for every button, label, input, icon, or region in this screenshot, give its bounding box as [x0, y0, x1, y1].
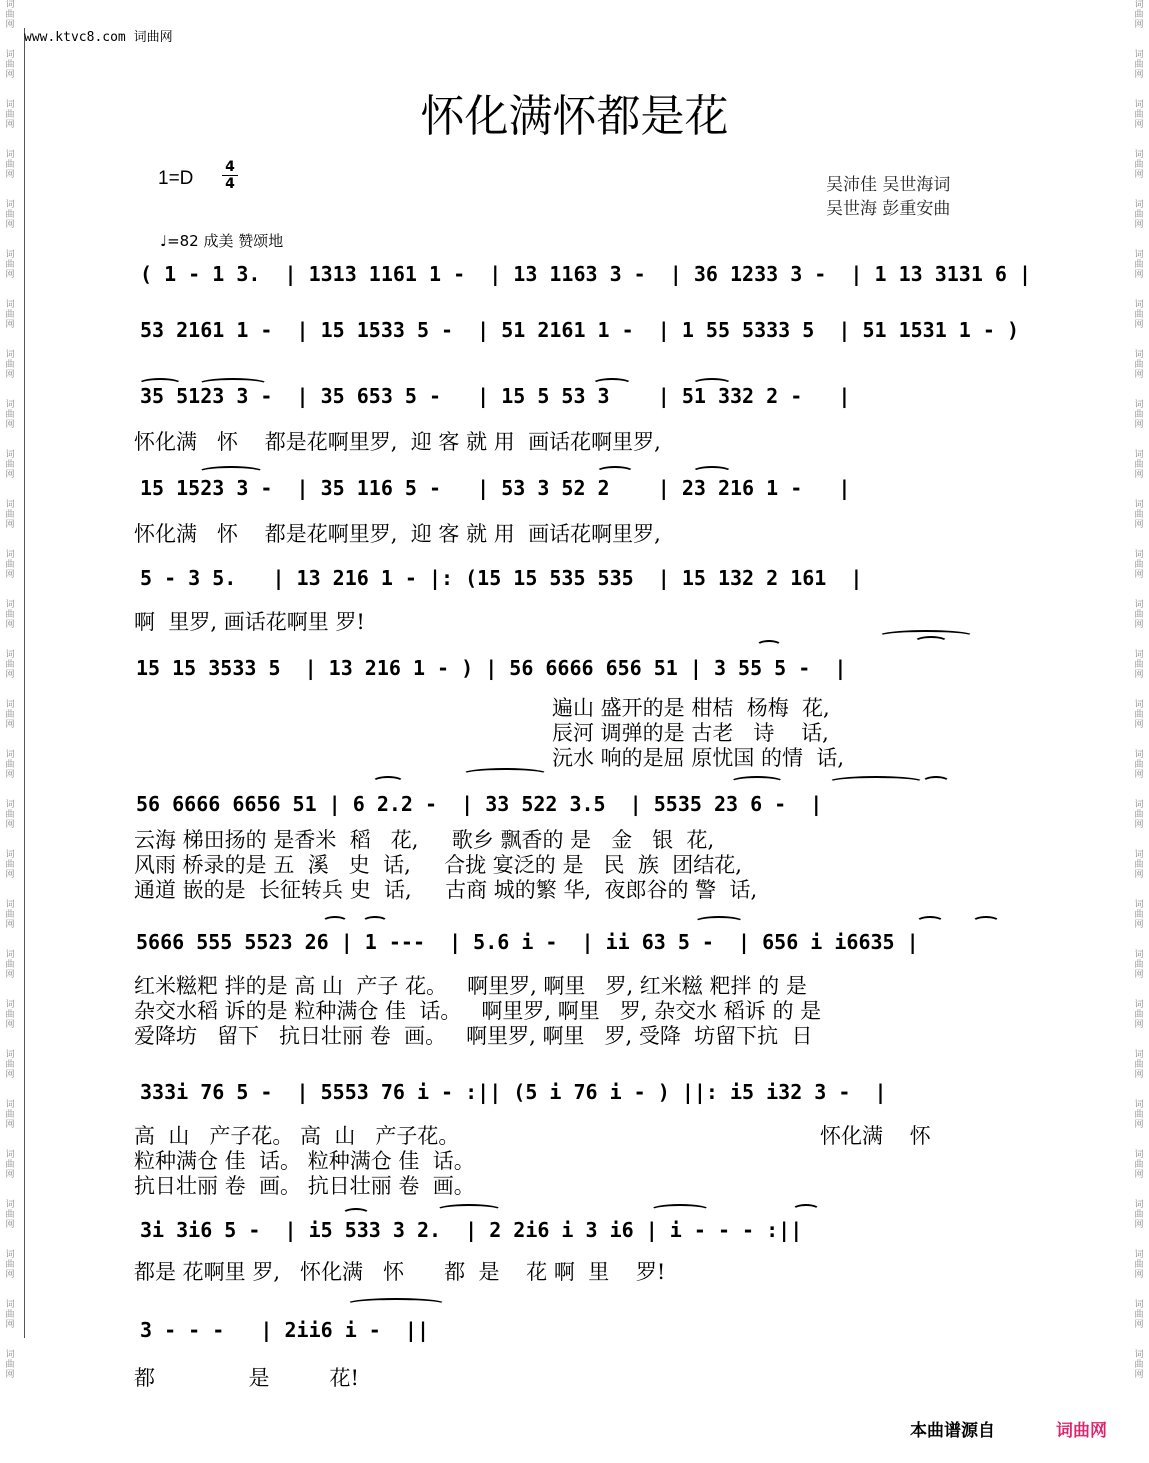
lyric-row-6-line-1: 遍山 盛开的是 柑桔 杨梅 花, — [552, 696, 830, 720]
notation-row-6: 15 15 3533 5 | 13 216 1 - ) | 56 6666 656 51 | 3 55 5 - | — [136, 656, 847, 680]
slur-mark — [730, 776, 784, 788]
slur-mark — [592, 378, 632, 390]
lyric-row-4-line-1: 怀化满 怀 都是花啊里罗, 迎 客 就 用 画话花啊里罗, — [134, 522, 661, 546]
slur-mark — [362, 916, 388, 928]
lyric-row-3-line-1: 怀化满 怀 都是花啊里罗, 迎 客 就 用 画话花啊里罗, — [134, 430, 661, 454]
song-title: 怀化满怀都是花 — [420, 91, 729, 142]
notation-row-11: 3 - - - | 2ii6 i - || — [140, 1318, 429, 1342]
watermark-right: 词 曲 网 词 曲 网 词 曲 网 词 曲 网 词 曲 网 词 曲 网 词 曲 网 词 曲 网 词 曲 网 词 曲 网 词 曲 网 词 曲 网 词 曲 网 词 曲 网 词 曲 网 词 曲 网 词 曲 网 词 曲 网 词 曲 网 词 曲 网 词 曲 网 词 曲 网 词 曲 网 词 曲 网 词 曲 网 词 曲 网 词 曲 网 词 曲 网 — [1134, 0, 1144, 1380]
slur-mark — [916, 916, 944, 928]
slur-mark — [138, 378, 182, 390]
slur-mark — [372, 776, 404, 788]
slur-mark — [694, 916, 744, 928]
site-url[interactable]: www.ktvc8.com 词曲网 — [24, 30, 173, 45]
slur-mark — [198, 466, 264, 478]
composer-credit: 吴世海 彭重安曲 — [826, 199, 951, 219]
notation-row-5: 5 - 3 5. | 13 216 1 - |: (15 15 535 535 | 15 132 2 161 | — [140, 566, 863, 590]
lyric-row-11-line-1: 都 是 花! — [134, 1366, 359, 1390]
slur-mark — [972, 916, 1000, 928]
slur-mark — [756, 640, 782, 652]
notation-row-9: 333i 76 5 - | 5553 76 i - :|| (5 i 76 i - ) ||: i5 i32 3 - | — [140, 1080, 887, 1104]
slur-mark — [462, 768, 548, 780]
source-label: 本曲谱源自 — [910, 1421, 995, 1441]
lyric-row-7-line-3: 通道 嵌的是 长征转兵 史 话, 古商 城的繁 华, 夜郎谷的 警 话, — [134, 878, 758, 902]
lyricist-credit: 吴沛佳 吴世海词 — [826, 175, 951, 195]
key-signature: 1=D — [158, 168, 194, 189]
notation-row-1: ( 1 - 1 3. | 1313 1161 1 - | 13 1163 3 - | 36 1233 3 - | 1 13 3131 6 | — [140, 262, 1032, 286]
notation-row-2: 53 2161 1 - | 15 1533 5 - | 51 2161 1 - | 1 55 5333 5 | 51 1531 1 - ) — [140, 318, 1019, 342]
slur-mark — [198, 378, 268, 390]
slur-mark — [322, 916, 348, 928]
lyric-row-6-line-3: 沅水 响的是屈 原忧国 的情 话, — [552, 746, 845, 770]
slur-mark — [342, 1208, 370, 1220]
slur-mark — [792, 1204, 820, 1216]
lyric-row-5-line-1: 啊 里罗, 画话花啊里 罗! — [134, 610, 365, 634]
slur-mark — [436, 1204, 502, 1216]
lyric-row-8-line-3: 爱降坊 留下 抗日壮丽 卷 画。 啊里罗, 啊里 罗, 受降 坊留下抗 日 — [134, 1024, 813, 1048]
notation-row-4: 15 1523 3 - | 35 116 5 - | 53 3 52 2 | 23 216 1 - | — [140, 476, 851, 500]
lyric-row-8-line-1: 红米糍粑 拌的是 高 山 产子 花。 啊里罗, 啊里 罗, 红米糍 粑拌 的 是 — [134, 974, 807, 998]
slur-mark — [922, 776, 950, 788]
slur-mark — [692, 378, 732, 390]
lyric-row-7-line-1: 云海 梯田扬的 是香米 稻 花, 歌乡 飘香的 是 金 银 花, — [134, 828, 715, 852]
watermark-left: 词 曲 网 词 曲 网 词 曲 网 词 曲 网 词 曲 网 词 曲 网 词 曲 网 词 曲 网 词 曲 网 词 曲 网 词 曲 网 词 曲 网 词 曲 网 词 曲 网 词 曲 网 词 曲 网 词 曲 网 词 曲 网 词 曲 网 词 曲 网 词 曲 网 词 曲 网 词 曲 网 词 曲 网 词 曲 网 词 曲 网 词 曲 网 词 曲 网 — [5, 0, 15, 1380]
notation-row-7: 56 6666 6656 51 | 6 2.2 - | 33 522 3.5 | 5535 23 6 - | — [136, 792, 823, 816]
time-signature-top: 4 — [225, 159, 235, 175]
source-name[interactable]: 词曲网 — [1056, 1421, 1107, 1441]
slur-mark — [914, 636, 948, 648]
notation-row-3: 35 5123 3 - | 35 653 5 - | 15 5 53 3 | 51 332 2 - | — [140, 384, 851, 408]
lyric-row-9-line-1: 高 山 产子花。 高 山 产子花。 — [134, 1124, 460, 1148]
slur-mark — [692, 466, 732, 478]
notation-row-8: 5666 555 5523 26 | 1 --- | 5.6 i - | ii 63 5 - | 656 i i6635 | — [136, 930, 919, 954]
lyric-row-9-line-3: 抗日壮丽 卷 画。 抗日壮丽 卷 画。 — [134, 1174, 475, 1198]
slur-mark — [828, 776, 924, 788]
lyric-row-10-line-1: 都是 花啊里 罗, 怀化满 怀 都 是 花 啊 里 罗! — [134, 1260, 666, 1284]
lyric-row-9-line-2: 粒种满仓 佳 话。 粒种满仓 佳 话。 — [134, 1149, 475, 1173]
lyric-row-7-line-2: 风雨 桥录的是 五 溪 史 话, 合拢 宴泛的 是 民 族 团结花, — [134, 853, 742, 877]
time-signature-bottom: 4 — [225, 176, 235, 192]
lyric-row-9-right: 怀化满 怀 — [820, 1124, 931, 1148]
slur-mark — [346, 1298, 446, 1310]
margin-line — [24, 28, 25, 1338]
lyric-row-6-line-2: 辰河 调弹的是 古老 诗 话, — [552, 721, 829, 745]
lyric-row-8-line-2: 杂交水稻 诉的是 粒种满仓 佳 话。 啊里罗, 啊里 罗, 杂交水 稻诉 的 是 — [134, 999, 822, 1023]
slur-mark — [650, 1204, 710, 1216]
notation-row-10: 3i 3i6 5 - | i5 533 3 2. | 2 2i6 i 3 i6 | i - - - :|| — [140, 1218, 803, 1242]
time-signature — [222, 160, 238, 191]
slur-mark — [596, 466, 634, 478]
tempo-marking: ♩=82 成美 赞颂地 — [160, 232, 284, 250]
